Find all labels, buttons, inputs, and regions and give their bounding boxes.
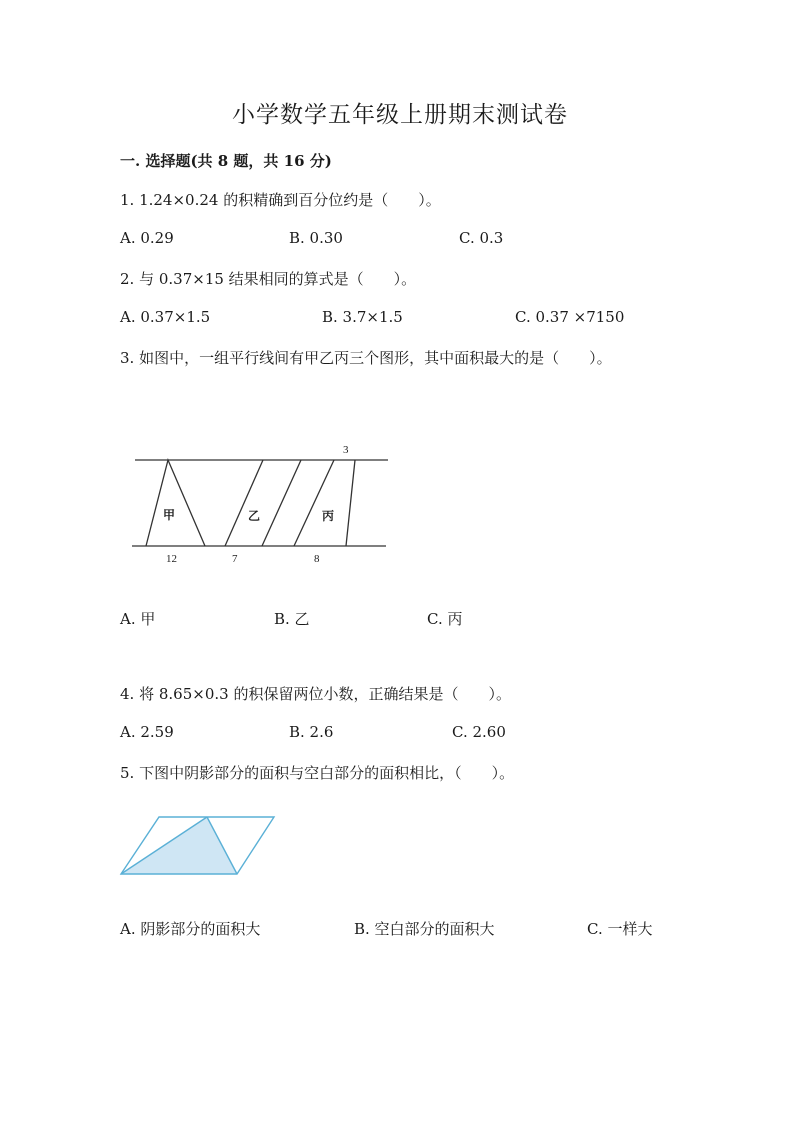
label-jia: 甲 — [163, 508, 176, 522]
parallelogram-yi-right — [262, 460, 301, 546]
question-2-stem: 2. 与 0.37×15 结果相同的算式是（ ）。 — [120, 270, 417, 288]
question-4-stem: 4. 将 8.65×0.3 的积保留两位小数，正确结果是（ ）。 — [120, 685, 511, 703]
question-5-option-b: B. 空白部分的面积大 — [354, 920, 495, 938]
question-2-option-b: B. 3.7×1.5 — [322, 308, 403, 326]
question-4-option-a: A. 2.59 — [120, 723, 174, 741]
trapezoid-bing-left — [294, 460, 334, 546]
section-heading: 一. 选择题(共 8 题，共 16 分) — [120, 152, 332, 170]
question-4-option-c: C. 2.60 — [452, 723, 506, 741]
number-top: 3 — [343, 444, 349, 456]
question-1-stem: 1. 1.24×0.24 的积精确到百分位约是（ ）。 — [120, 191, 441, 209]
number-base-bing: 8 — [314, 553, 320, 565]
parallelogram-yi-left — [225, 460, 263, 546]
question-4-option-b: B. 2.6 — [289, 723, 334, 741]
triangle-jia — [146, 460, 205, 546]
question-5-stem: 5. 下图中阴影部分的面积与空白部分的面积相比，（ ）。 — [120, 764, 515, 782]
question-1-option-a: A. 0.29 — [120, 229, 174, 247]
parallelogram-shaded-figure — [115, 812, 285, 882]
question-1-option-b: B. 0.30 — [289, 229, 343, 247]
label-yi: 乙 — [248, 509, 261, 523]
label-bing: 丙 — [322, 509, 335, 523]
question-1-option-c: C. 0.3 — [459, 229, 504, 247]
number-base-jia: 12 — [166, 553, 177, 565]
question-2-option-a: A. 0.37×1.5 — [120, 308, 211, 326]
parallel-lines-figure — [0, 440, 800, 580]
question-5-option-c: C. 一样大 — [587, 920, 653, 938]
question-3-option-a: A. 甲 — [120, 610, 156, 628]
page-title: 小学数学五年级上册期末测试卷 — [232, 102, 568, 128]
question-2-option-c: C. 0.37 ×7150 — [515, 308, 625, 326]
question-3-stem: 3. 如图中，一组平行线间有甲乙丙三个图形，其中面积最大的是（ ）。 — [120, 349, 612, 367]
shaded-triangle — [121, 817, 237, 874]
question-3-option-c: C. 丙 — [427, 610, 463, 628]
number-base-yi: 7 — [232, 553, 238, 565]
question-3-option-b: B. 乙 — [274, 610, 310, 628]
question-5-option-a: A. 阴影部分的面积大 — [120, 920, 261, 938]
trapezoid-bing-right — [346, 460, 355, 546]
